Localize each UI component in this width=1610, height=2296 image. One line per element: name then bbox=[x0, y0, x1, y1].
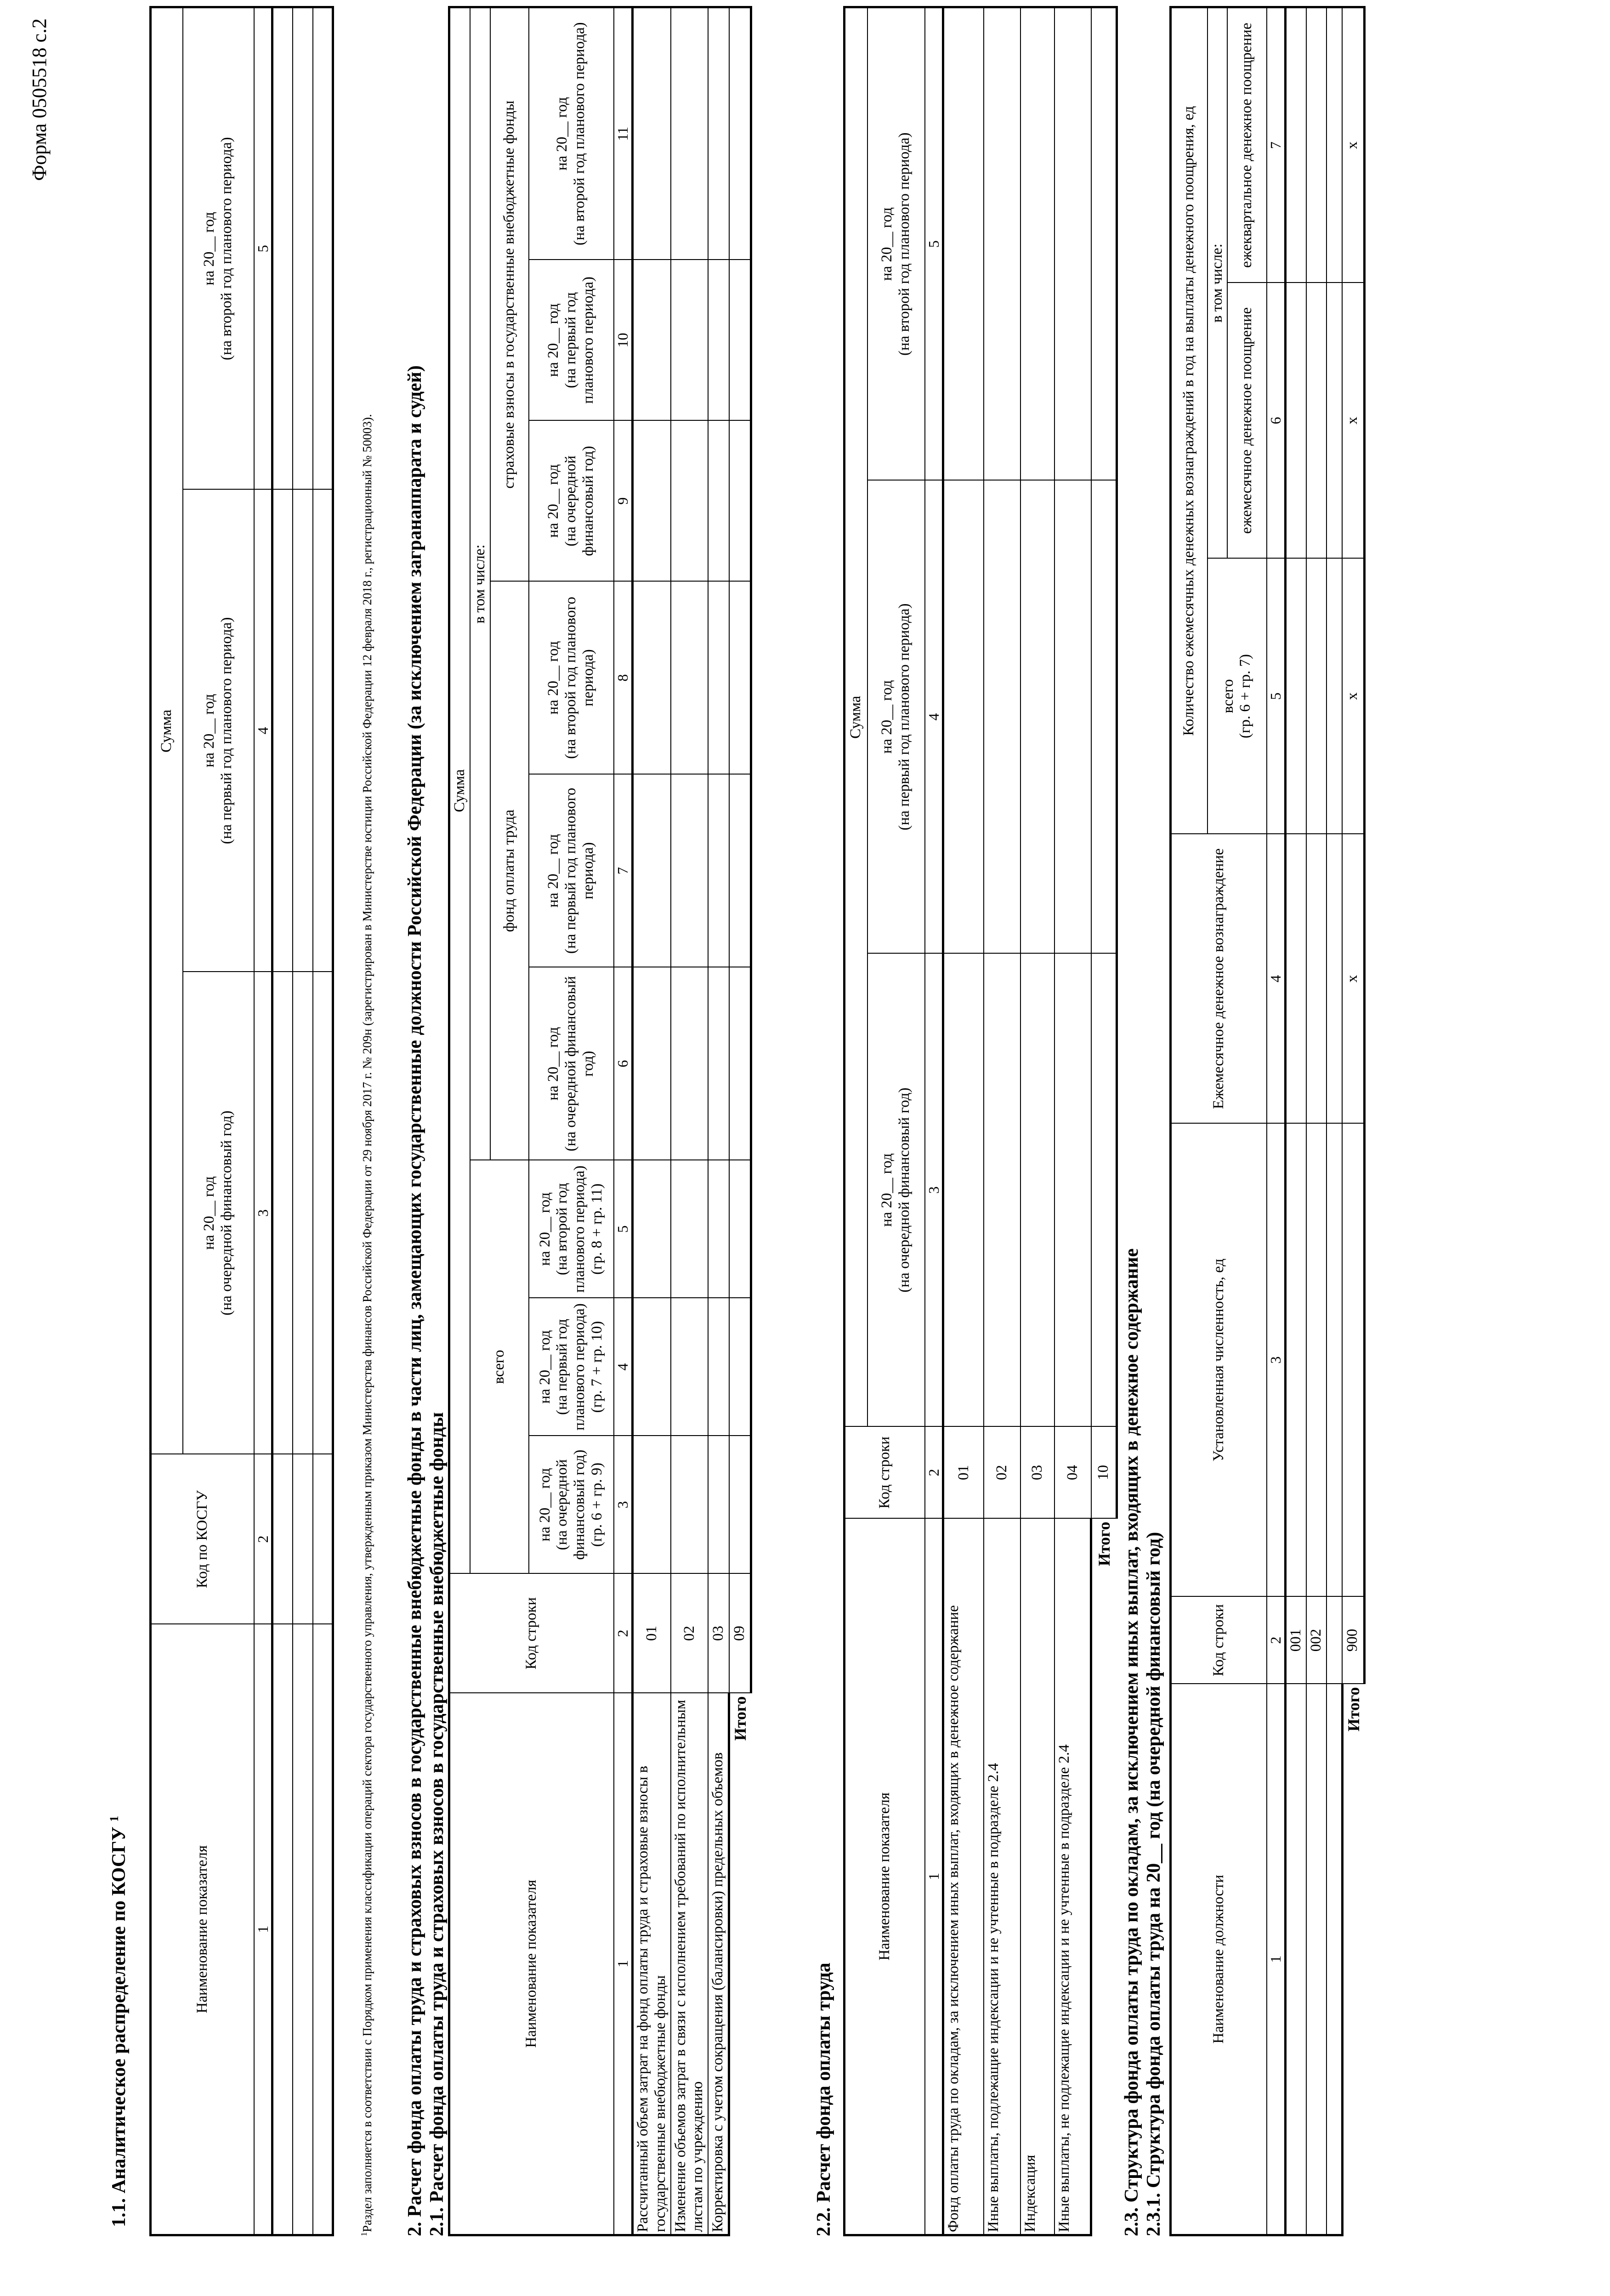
col-num: 5 bbox=[1267, 559, 1285, 834]
col-num: 5 bbox=[254, 7, 272, 490]
cell[interactable] bbox=[632, 421, 670, 582]
header-fot-2: на 20__ год (на первый год планового периода) bbox=[529, 775, 614, 967]
cell[interactable] bbox=[943, 7, 984, 481]
cell[interactable] bbox=[1306, 7, 1327, 283]
footnote: $^1$Раздел заполняется в соответствии с Порядком применения классификации операций сектора государственного управления, утвержденным приказом Министерства финансов Российской Федерации от 29 ноября 2017 г. № 209н (зарегистрирован в Министерстве юстиции Российской Федерации 12 февраля 2018 г., регистрационный № 50003). bbox=[359, 414, 374, 2236]
col-num: 5 bbox=[925, 7, 943, 481]
col-num: 1 bbox=[254, 1624, 272, 2235]
table-payroll-calc bbox=[448, 6, 752, 2236]
cell[interactable] bbox=[293, 490, 313, 972]
cell[interactable] bbox=[272, 972, 293, 1454]
cell[interactable] bbox=[729, 260, 751, 421]
cell[interactable] bbox=[1327, 559, 1342, 834]
col-num: 2 bbox=[1267, 1597, 1285, 1684]
row-code: 01 bbox=[943, 1427, 984, 1519]
cell[interactable] bbox=[632, 775, 670, 967]
cell[interactable] bbox=[671, 260, 709, 421]
cell[interactable] bbox=[1286, 1124, 1306, 1597]
header-name: Наименование показателя bbox=[845, 1519, 925, 2235]
cell[interactable] bbox=[943, 481, 984, 954]
cell[interactable] bbox=[1020, 7, 1054, 481]
header-total-3: на 20__ год (на второй год планового периода) (гр. 8 + гр. 11) bbox=[529, 1160, 614, 1298]
row-code: 03 bbox=[708, 1574, 729, 1693]
cell[interactable] bbox=[708, 1436, 729, 1574]
header-ins-3: на 20__ год (на второй год планового периода) bbox=[529, 7, 614, 260]
header-insurance: страховые взносы в государственные внебюджетные фонды bbox=[490, 7, 529, 581]
cell[interactable] bbox=[1020, 954, 1054, 1427]
cell[interactable] bbox=[729, 7, 751, 260]
cell[interactable] bbox=[729, 582, 751, 775]
cell[interactable] bbox=[708, 775, 729, 967]
row-name: Фонд оплаты труда по окладам, за исключением иных выплат, входящих в денежное содержание bbox=[943, 1519, 984, 2235]
cell[interactable] bbox=[708, 582, 729, 775]
cell[interactable] bbox=[632, 1298, 670, 1436]
col-num: 2 bbox=[254, 1454, 272, 1624]
table-payroll-fund bbox=[843, 6, 1118, 2236]
cell[interactable] bbox=[984, 7, 1020, 481]
cell[interactable] bbox=[729, 775, 751, 967]
header-total-1: на 20__ год (на очередной финансовый год) (гр. 6 + гр. 9) bbox=[529, 1436, 614, 1574]
cell[interactable] bbox=[1286, 7, 1306, 283]
cell[interactable] bbox=[1054, 954, 1091, 1427]
section-2-3-1-title: 2.3.1. Структура фонда оплаты труда на 20__ год (на очередной финансовый год) bbox=[1143, 1532, 1164, 2236]
col-num: 4 bbox=[925, 481, 943, 954]
col-num: 4 bbox=[1267, 834, 1285, 1124]
total-code: 09 bbox=[729, 1574, 751, 1693]
total-label: Итого bbox=[1344, 1687, 1363, 1732]
header-code: Код строки bbox=[845, 1427, 925, 1519]
cell[interactable] bbox=[1306, 283, 1327, 559]
cell[interactable] bbox=[632, 967, 670, 1160]
table-row bbox=[943, 7, 984, 2235]
header-ins-2: на 20__ год (на первый год планового периода) bbox=[529, 260, 614, 421]
row-name: Иные выплаты, подлежащие индексации и не учтенные в подразделе 2.4 bbox=[984, 1519, 1020, 2235]
cell[interactable] bbox=[1306, 559, 1327, 834]
cell[interactable] bbox=[293, 972, 313, 1454]
header-code: Код строки bbox=[1171, 1597, 1267, 1684]
col-num: 1 bbox=[614, 1693, 632, 2235]
header-monthly: Ежемесячное денежное вознаграждение bbox=[1171, 834, 1267, 1124]
col-num: 1 bbox=[925, 1519, 943, 2235]
header-incl: в том числе: bbox=[1208, 7, 1228, 559]
cell[interactable] bbox=[272, 490, 293, 972]
cell[interactable] bbox=[632, 7, 670, 260]
table-row bbox=[293, 7, 313, 2235]
cell[interactable] bbox=[729, 967, 751, 1160]
header-kosgu: Код по КОСГУ bbox=[151, 1454, 254, 1624]
cell[interactable] bbox=[1327, 1124, 1342, 1597]
total-row bbox=[1342, 7, 1364, 2235]
cell[interactable] bbox=[1327, 283, 1342, 559]
cell[interactable] bbox=[708, 7, 729, 260]
cell[interactable] bbox=[671, 775, 709, 967]
cell[interactable] bbox=[984, 481, 1020, 954]
table-row bbox=[984, 7, 1020, 2235]
cell[interactable] bbox=[943, 954, 984, 1427]
header-staff: Установленная численность, ед bbox=[1171, 1124, 1267, 1597]
header-total-2: на 20__ год (на первый год планового периода) (гр. 7 + гр. 10) bbox=[529, 1298, 614, 1436]
header-quarterly-bonus: ежеквартальное денежное поощрение bbox=[1227, 7, 1267, 283]
cell[interactable] bbox=[272, 7, 293, 490]
header-total: всего (гр. 6 + гр. 7) bbox=[1208, 559, 1267, 834]
row-name: Индексация bbox=[1020, 1519, 1054, 2235]
col-num: 2 bbox=[614, 1574, 632, 1693]
header-year-2: на 20__ год (на первый год планового периода) bbox=[867, 481, 925, 954]
col-num: 6 bbox=[614, 967, 632, 1160]
cell[interactable] bbox=[708, 421, 729, 582]
section-2-2-title: 2.2. Расчет фонда оплаты труда bbox=[813, 1962, 834, 2236]
table-row bbox=[1054, 7, 1091, 2235]
col-num: 8 bbox=[614, 582, 632, 775]
section-2-3-title: 2.3. Структура фонда оплаты труда по окладам, за исключением иных выплат, входящих в денежное содержание bbox=[1121, 1248, 1142, 2236]
total-label: Итого bbox=[731, 1696, 750, 1741]
total-code: 900 bbox=[1342, 1597, 1364, 1684]
col-num: 9 bbox=[614, 421, 632, 582]
cell[interactable] bbox=[632, 1160, 670, 1298]
cell[interactable] bbox=[632, 1436, 670, 1574]
total-label: Итого bbox=[1095, 1521, 1114, 1566]
cell[interactable] bbox=[1286, 834, 1306, 1124]
col-num: 3 bbox=[925, 954, 943, 1427]
row-code: 04 bbox=[1054, 1427, 1091, 1519]
cell[interactable] bbox=[1306, 834, 1327, 1124]
cell[interactable] bbox=[1327, 7, 1342, 283]
table-payroll-structure bbox=[1169, 6, 1366, 2236]
section-1-1-title: 1.1. Аналитическое распределение по КОСГУ $^1$ bbox=[108, 1815, 130, 2227]
cell[interactable] bbox=[708, 967, 729, 1160]
row-name: Иные выплаты, не подлежащие индексации и не учтенные в подразделе 2.4 bbox=[1054, 1519, 1091, 2235]
total-row bbox=[1091, 7, 1117, 2235]
cell[interactable] bbox=[1286, 1684, 1306, 2235]
header-fot-3: на 20__ год (на второй год планового периода) bbox=[529, 582, 614, 775]
total-code: 10 bbox=[1091, 1427, 1117, 1519]
cell[interactable] bbox=[293, 1624, 313, 2235]
cell[interactable] bbox=[313, 490, 333, 972]
col-num: 4 bbox=[254, 490, 272, 972]
header-total: всего bbox=[470, 1160, 529, 1574]
row-name: Корректировка с учетом сокращения (балансировки) предельных объемов bbox=[708, 1693, 729, 2235]
table-kosgu bbox=[149, 6, 334, 2236]
header-name: Наименование показателя bbox=[151, 1624, 254, 2235]
cell[interactable] bbox=[1054, 481, 1091, 954]
cell[interactable] bbox=[313, 1454, 333, 1624]
cell[interactable] bbox=[1327, 1597, 1342, 1684]
col-num: 5 bbox=[614, 1160, 632, 1298]
table-row bbox=[1306, 7, 1327, 2235]
col-num: 10 bbox=[614, 260, 632, 421]
header-year-2: на 20__ год (на первый год планового периода) bbox=[183, 490, 254, 972]
cell[interactable] bbox=[1286, 283, 1306, 559]
table-row bbox=[1286, 7, 1306, 2235]
table-row bbox=[313, 7, 333, 2235]
cell[interactable] bbox=[708, 1298, 729, 1436]
header-count: Количество ежемесячных денежных вознаграждений в год на выплаты денежного поощрения, ед bbox=[1171, 7, 1208, 834]
cell[interactable] bbox=[293, 1454, 313, 1624]
cell[interactable] bbox=[984, 954, 1020, 1427]
header-monthly-bonus: ежемесячное денежное поощрение bbox=[1227, 283, 1267, 559]
header-sum: Сумма bbox=[845, 7, 867, 1427]
cell[interactable] bbox=[708, 1160, 729, 1298]
header-year-3: на 20__ год (на второй год планового периода) bbox=[183, 7, 254, 490]
cell[interactable] bbox=[671, 7, 709, 260]
cell[interactable] bbox=[671, 582, 709, 775]
x-mark: x bbox=[1342, 7, 1364, 283]
cell[interactable] bbox=[671, 1436, 709, 1574]
table-row bbox=[632, 7, 670, 2235]
cell[interactable] bbox=[1306, 1684, 1327, 2235]
cell[interactable] bbox=[1327, 1684, 1342, 2235]
cell[interactable] bbox=[671, 967, 709, 1160]
cell[interactable] bbox=[1342, 1124, 1364, 1597]
table-row bbox=[671, 7, 709, 2235]
header-year-1: на 20__ год (на очередной финансовый год) bbox=[183, 972, 254, 1454]
cell[interactable] bbox=[313, 7, 333, 490]
header-code: Код строки bbox=[449, 1574, 614, 1693]
table-row bbox=[708, 7, 729, 2235]
row-code: 01 bbox=[632, 1574, 670, 1693]
x-mark: x bbox=[1342, 283, 1364, 559]
header-sum: Сумма bbox=[151, 7, 183, 1454]
row-code: 001 bbox=[1286, 1597, 1306, 1684]
section-2-title: 2. Расчет фонда оплаты труда и страховых взносов в государственные внебюджетные фонды в части лиц, замещающих государственные должности Российской Федерации (за исключением загранаппарата и судей) bbox=[404, 365, 425, 2236]
cell[interactable] bbox=[272, 1454, 293, 1624]
header-incl: в том числе: bbox=[470, 7, 490, 1160]
row-code: 002 bbox=[1306, 1597, 1327, 1684]
cell[interactable] bbox=[272, 1624, 293, 2235]
cell[interactable] bbox=[632, 582, 670, 775]
form-number: Форма 0505518 с.2 bbox=[28, 18, 51, 181]
col-num: 4 bbox=[614, 1298, 632, 1436]
cell[interactable] bbox=[1054, 7, 1091, 481]
row-code: 02 bbox=[671, 1574, 709, 1693]
header-name: Наименование показателя bbox=[449, 1693, 614, 2235]
table-row bbox=[1327, 7, 1342, 2235]
cell[interactable] bbox=[1091, 481, 1117, 954]
header-name: Наименование должности bbox=[1171, 1684, 1267, 2235]
col-num: 11 bbox=[614, 7, 632, 260]
row-name: Изменение объемов затрат в связи с исполнением требований по исполнительным листам по учреждению bbox=[671, 1693, 709, 2235]
x-mark: x bbox=[1342, 559, 1364, 834]
header-year-1: на 20__ год (на очередной финансовый год) bbox=[867, 954, 925, 1427]
total-row bbox=[729, 7, 751, 2235]
row-code: 02 bbox=[984, 1427, 1020, 1519]
cell[interactable] bbox=[671, 1160, 709, 1298]
col-num: 3 bbox=[1267, 1124, 1285, 1597]
col-num: 3 bbox=[614, 1436, 632, 1574]
cell[interactable] bbox=[729, 1160, 751, 1298]
cell[interactable] bbox=[671, 1298, 709, 1436]
col-num: 3 bbox=[254, 972, 272, 1454]
cell[interactable] bbox=[729, 421, 751, 582]
section-2-1-title: 2.1. Расчет фонда оплаты труда и страховых взносов в государственные внебюджетные фонды bbox=[426, 1412, 448, 2236]
header-year-3: на 20__ год (на второй год планового периода) bbox=[867, 7, 925, 481]
cell[interactable] bbox=[671, 421, 709, 582]
cell[interactable] bbox=[708, 260, 729, 421]
cell[interactable] bbox=[1020, 481, 1054, 954]
cell[interactable] bbox=[1091, 7, 1117, 481]
cell[interactable] bbox=[293, 7, 313, 490]
cell[interactable] bbox=[313, 1624, 333, 2235]
cell[interactable] bbox=[1286, 559, 1306, 834]
cell[interactable] bbox=[729, 1436, 751, 1574]
table-row bbox=[1020, 7, 1054, 2235]
row-code: 03 bbox=[1020, 1427, 1054, 1519]
cell[interactable] bbox=[1306, 1124, 1327, 1597]
header-fot-1: на 20__ год (на очередной финансовый год) bbox=[529, 967, 614, 1160]
table-row bbox=[272, 7, 293, 2235]
header-fot: фонд оплаты труда bbox=[490, 582, 529, 1160]
cell[interactable] bbox=[1091, 954, 1117, 1427]
col-num: 7 bbox=[614, 775, 632, 967]
col-num: 6 bbox=[1267, 283, 1285, 559]
x-mark: x bbox=[1342, 834, 1364, 1124]
col-num: 2 bbox=[925, 1427, 943, 1519]
header-sum: Сумма bbox=[449, 7, 470, 1573]
cell[interactable] bbox=[313, 972, 333, 1454]
row-name: Рассчитанный объем затрат на фонд оплаты труда и страховые взносы в государственные внебюджетные фонды bbox=[632, 1693, 670, 2235]
cell[interactable] bbox=[729, 1298, 751, 1436]
cell[interactable] bbox=[1327, 834, 1342, 1124]
col-num: 1 bbox=[1267, 1684, 1285, 2235]
cell[interactable] bbox=[632, 260, 670, 421]
header-ins-1: на 20__ год (на очередной финансовый год) bbox=[529, 421, 614, 582]
col-num: 7 bbox=[1267, 7, 1285, 283]
